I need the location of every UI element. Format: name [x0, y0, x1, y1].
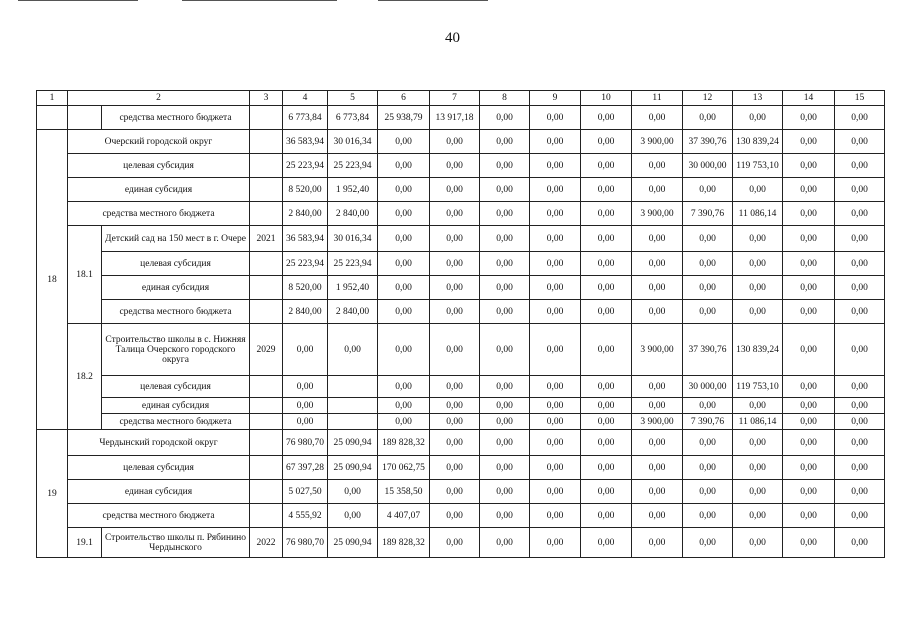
table-row [37, 414, 885, 430]
value-cell: 0,00 [835, 202, 885, 226]
value-cell: 0,00 [733, 430, 783, 456]
value-cell: 0,00 [835, 106, 885, 130]
value-cell: 0,00 [328, 324, 378, 376]
table-row [37, 504, 885, 528]
table-row [37, 276, 885, 300]
value-cell: 0,00 [581, 430, 632, 456]
value-cell: 0,00 [683, 276, 733, 300]
value-cell: 0,00 [430, 178, 480, 202]
header-cell: 7 [430, 91, 480, 106]
row-label: единая субсидия [102, 398, 250, 414]
value-cell: 4 407,07 [378, 504, 430, 528]
value-cell: 0,00 [581, 252, 632, 276]
value-cell: 0,00 [530, 300, 581, 324]
header-cell: 13 [733, 91, 783, 106]
value-cell: 0,00 [783, 252, 835, 276]
value-cell: 0,00 [581, 376, 632, 398]
table-row [37, 154, 885, 178]
value-cell: 0,00 [530, 106, 581, 130]
year-cell [250, 154, 283, 178]
value-cell: 0,00 [683, 430, 733, 456]
value-cell: 0,00 [430, 528, 480, 558]
value-cell: 0,00 [378, 252, 430, 276]
value-cell: 0,00 [378, 178, 430, 202]
subgroup-number-cell: 18.1 [68, 226, 102, 324]
value-cell: 0,00 [530, 202, 581, 226]
value-cell: 0,00 [835, 130, 885, 154]
value-cell: 189 828,32 [378, 528, 430, 558]
header-cell: 4 [283, 91, 328, 106]
budget-table [36, 90, 885, 558]
value-cell: 0,00 [378, 154, 430, 178]
year-cell [250, 252, 283, 276]
value-cell: 7 390,76 [683, 414, 733, 430]
value-cell: 0,00 [480, 276, 530, 300]
header-cell: 9 [530, 91, 581, 106]
header-cell: 15 [835, 91, 885, 106]
year-cell [250, 430, 283, 456]
value-cell: 37 390,76 [683, 324, 733, 376]
value-cell: 0,00 [530, 528, 581, 558]
row-label: единая субсидия [102, 276, 250, 300]
subgroup-number-cell [68, 106, 102, 130]
top-rule-right [378, 0, 488, 1]
value-cell: 0,00 [733, 178, 783, 202]
value-cell: 13 917,18 [430, 106, 480, 130]
value-cell [328, 398, 378, 414]
value-cell: 0,00 [378, 398, 430, 414]
year-cell [250, 202, 283, 226]
value-cell: 0,00 [430, 154, 480, 178]
table-row [37, 202, 885, 226]
value-cell: 0,00 [733, 106, 783, 130]
value-cell: 0,00 [581, 398, 632, 414]
value-cell: 0,00 [378, 202, 430, 226]
value-cell: 36 583,94 [283, 130, 328, 154]
value-cell: 0,00 [581, 504, 632, 528]
header-cell: 3 [250, 91, 283, 106]
value-cell: 0,00 [480, 154, 530, 178]
header-cell: 10 [581, 91, 632, 106]
value-cell: 0,00 [683, 300, 733, 324]
header-cell: 1 [37, 91, 68, 106]
value-cell: 0,00 [835, 528, 885, 558]
value-cell: 0,00 [683, 456, 733, 480]
value-cell: 2 840,00 [283, 202, 328, 226]
value-cell: 0,00 [480, 226, 530, 252]
table-row [37, 456, 885, 480]
value-cell: 0,00 [530, 398, 581, 414]
value-cell: 0,00 [581, 226, 632, 252]
value-cell: 0,00 [480, 202, 530, 226]
value-cell: 0,00 [783, 414, 835, 430]
year-cell: 2029 [250, 324, 283, 376]
value-cell: 0,00 [835, 376, 885, 398]
value-cell: 0,00 [733, 528, 783, 558]
value-cell: 0,00 [480, 480, 530, 504]
header-cell: 11 [632, 91, 683, 106]
value-cell: 0,00 [430, 300, 480, 324]
year-cell: 2022 [250, 528, 283, 558]
value-cell: 0,00 [581, 130, 632, 154]
value-cell: 0,00 [683, 528, 733, 558]
header-cell: 14 [783, 91, 835, 106]
header-row [37, 91, 885, 106]
value-cell: 3 900,00 [632, 130, 683, 154]
value-cell: 67 397,28 [283, 456, 328, 480]
value-cell: 0,00 [581, 414, 632, 430]
value-cell: 2 840,00 [328, 300, 378, 324]
header-cell: 2 [68, 91, 250, 106]
value-cell: 2 840,00 [283, 300, 328, 324]
value-cell: 0,00 [783, 178, 835, 202]
header-cell: 6 [378, 91, 430, 106]
year-cell [250, 130, 283, 154]
value-cell: 30 000,00 [683, 376, 733, 398]
row-label: Очерский городской округ [68, 130, 250, 154]
value-cell: 5 027,50 [283, 480, 328, 504]
group-number-cell [37, 106, 68, 130]
value-cell: 0,00 [430, 480, 480, 504]
year-cell [250, 504, 283, 528]
value-cell: 6 773,84 [283, 106, 328, 130]
subgroup-number-cell: 18.2 [68, 324, 102, 430]
value-cell: 4 555,92 [283, 504, 328, 528]
value-cell: 0,00 [530, 376, 581, 398]
value-cell: 0,00 [480, 252, 530, 276]
value-cell: 0,00 [683, 252, 733, 276]
value-cell: 0,00 [378, 324, 430, 376]
value-cell: 0,00 [378, 300, 430, 324]
value-cell: 0,00 [328, 504, 378, 528]
value-cell: 130 839,24 [733, 324, 783, 376]
year-cell [250, 276, 283, 300]
value-cell: 15 358,50 [378, 480, 430, 504]
value-cell: 0,00 [783, 456, 835, 480]
row-label: Строительство школы в с. Нижняя Талица Очерского городского округа [102, 324, 250, 376]
value-cell: 0,00 [632, 504, 683, 528]
value-cell [328, 414, 378, 430]
value-cell: 0,00 [783, 376, 835, 398]
value-cell: 8 520,00 [283, 276, 328, 300]
row-label: целевая субсидия [102, 376, 250, 398]
value-cell: 0,00 [430, 202, 480, 226]
value-cell: 0,00 [835, 430, 885, 456]
value-cell: 0,00 [783, 106, 835, 130]
value-cell: 0,00 [632, 300, 683, 324]
table-row [37, 376, 885, 398]
subgroup-number-cell: 19.1 [68, 528, 102, 558]
value-cell: 0,00 [783, 504, 835, 528]
row-label: целевая субсидия [68, 456, 250, 480]
value-cell: 0,00 [783, 226, 835, 252]
table-row [37, 480, 885, 504]
value-cell: 0,00 [835, 324, 885, 376]
value-cell: 11 086,14 [733, 202, 783, 226]
value-cell: 0,00 [733, 226, 783, 252]
value-cell: 0,00 [632, 178, 683, 202]
header-cell: 5 [328, 91, 378, 106]
value-cell: 0,00 [581, 154, 632, 178]
value-cell: 0,00 [581, 528, 632, 558]
value-cell: 0,00 [632, 226, 683, 252]
top-rule-left [18, 0, 138, 1]
value-cell: 0,00 [530, 154, 581, 178]
year-cell: 2021 [250, 226, 283, 252]
value-cell: 25 090,94 [328, 528, 378, 558]
row-label: целевая субсидия [102, 252, 250, 276]
value-cell: 0,00 [683, 480, 733, 504]
value-cell: 0,00 [783, 480, 835, 504]
value-cell: 0,00 [480, 300, 530, 324]
value-cell: 30 016,34 [328, 226, 378, 252]
value-cell: 0,00 [530, 178, 581, 202]
value-cell: 0,00 [430, 398, 480, 414]
value-cell: 0,00 [530, 324, 581, 376]
table-row [37, 300, 885, 324]
value-cell: 1 952,40 [328, 276, 378, 300]
header-cell: 8 [480, 91, 530, 106]
value-cell: 25 223,94 [283, 154, 328, 178]
value-cell: 0,00 [683, 504, 733, 528]
value-cell: 25 090,94 [328, 456, 378, 480]
value-cell: 0,00 [480, 376, 530, 398]
top-rule-mid [182, 0, 337, 1]
value-cell: 0,00 [683, 106, 733, 130]
value-cell: 0,00 [835, 300, 885, 324]
value-cell: 0,00 [632, 106, 683, 130]
value-cell: 0,00 [733, 276, 783, 300]
value-cell: 0,00 [283, 376, 328, 398]
year-cell [250, 456, 283, 480]
value-cell: 0,00 [480, 130, 530, 154]
value-cell [328, 376, 378, 398]
value-cell: 0,00 [581, 202, 632, 226]
value-cell: 0,00 [430, 414, 480, 430]
value-cell: 0,00 [378, 414, 430, 430]
value-cell: 0,00 [530, 414, 581, 430]
value-cell: 8 520,00 [283, 178, 328, 202]
row-label: средства местного бюджета [102, 106, 250, 130]
value-cell: 119 753,10 [733, 376, 783, 398]
year-cell [250, 414, 283, 430]
value-cell: 0,00 [783, 398, 835, 414]
year-cell [250, 178, 283, 202]
value-cell: 0,00 [430, 456, 480, 480]
value-cell: 0,00 [581, 300, 632, 324]
row-label: единая субсидия [68, 178, 250, 202]
table-row [37, 130, 885, 154]
value-cell: 0,00 [632, 276, 683, 300]
value-cell: 0,00 [283, 324, 328, 376]
row-label: Чердынский городской округ [68, 430, 250, 456]
value-cell: 0,00 [581, 106, 632, 130]
value-cell: 0,00 [480, 178, 530, 202]
value-cell: 0,00 [328, 480, 378, 504]
value-cell: 25 090,94 [328, 430, 378, 456]
table-row [37, 252, 885, 276]
value-cell: 0,00 [783, 276, 835, 300]
value-cell: 0,00 [632, 252, 683, 276]
value-cell: 0,00 [530, 504, 581, 528]
value-cell: 0,00 [430, 252, 480, 276]
value-cell: 25 938,79 [378, 106, 430, 130]
value-cell: 119 753,10 [733, 154, 783, 178]
value-cell: 1 952,40 [328, 178, 378, 202]
table-row [37, 106, 885, 130]
value-cell: 0,00 [530, 456, 581, 480]
value-cell: 0,00 [430, 430, 480, 456]
value-cell: 6 773,84 [328, 106, 378, 130]
value-cell: 0,00 [835, 456, 885, 480]
row-label: средства местного бюджета [68, 504, 250, 528]
value-cell: 0,00 [430, 226, 480, 252]
row-label: Детский сад на 150 мест в г. Очере [102, 226, 250, 252]
table-row [37, 226, 885, 252]
value-cell: 0,00 [581, 178, 632, 202]
value-cell: 0,00 [480, 414, 530, 430]
value-cell: 0,00 [480, 324, 530, 376]
value-cell: 0,00 [530, 430, 581, 456]
value-cell: 0,00 [733, 398, 783, 414]
value-cell: 0,00 [733, 456, 783, 480]
value-cell: 0,00 [283, 414, 328, 430]
value-cell: 2 840,00 [328, 202, 378, 226]
value-cell: 0,00 [835, 414, 885, 430]
value-cell: 0,00 [480, 398, 530, 414]
table-row [37, 528, 885, 558]
value-cell: 0,00 [783, 324, 835, 376]
value-cell: 0,00 [530, 130, 581, 154]
group-number-cell: 19 [37, 430, 68, 558]
value-cell: 0,00 [632, 430, 683, 456]
value-cell: 0,00 [632, 376, 683, 398]
value-cell: 0,00 [530, 480, 581, 504]
value-cell: 0,00 [530, 276, 581, 300]
row-label: средства местного бюджета [102, 300, 250, 324]
value-cell: 0,00 [430, 276, 480, 300]
value-cell: 7 390,76 [683, 202, 733, 226]
value-cell: 3 900,00 [632, 202, 683, 226]
value-cell: 0,00 [835, 178, 885, 202]
value-cell: 37 390,76 [683, 130, 733, 154]
value-cell: 0,00 [480, 528, 530, 558]
value-cell: 0,00 [530, 226, 581, 252]
value-cell: 25 223,94 [328, 154, 378, 178]
value-cell: 76 980,70 [283, 528, 328, 558]
value-cell: 0,00 [835, 398, 885, 414]
year-cell [250, 376, 283, 398]
value-cell: 0,00 [581, 276, 632, 300]
value-cell: 0,00 [480, 106, 530, 130]
value-cell: 0,00 [480, 430, 530, 456]
value-cell: 189 828,32 [378, 430, 430, 456]
page-number: 40 [445, 30, 460, 46]
value-cell: 170 062,75 [378, 456, 430, 480]
value-cell: 0,00 [430, 130, 480, 154]
value-cell: 0,00 [783, 154, 835, 178]
row-label: средства местного бюджета [68, 202, 250, 226]
value-cell: 0,00 [283, 398, 328, 414]
value-cell: 0,00 [835, 226, 885, 252]
value-cell: 0,00 [430, 324, 480, 376]
table-row [37, 398, 885, 414]
value-cell: 0,00 [378, 226, 430, 252]
value-cell: 0,00 [430, 376, 480, 398]
value-cell: 130 839,24 [733, 130, 783, 154]
value-cell: 0,00 [733, 252, 783, 276]
value-cell: 0,00 [378, 276, 430, 300]
group-number-cell: 18 [37, 130, 68, 430]
row-label: Строительство школы п. Рябинино Чердынского [102, 528, 250, 558]
value-cell: 0,00 [632, 480, 683, 504]
value-cell: 30 016,34 [328, 130, 378, 154]
value-cell: 0,00 [783, 300, 835, 324]
row-label: единая субсидия [68, 480, 250, 504]
value-cell: 0,00 [733, 480, 783, 504]
value-cell: 0,00 [783, 130, 835, 154]
value-cell: 0,00 [581, 480, 632, 504]
value-cell: 0,00 [581, 456, 632, 480]
value-cell: 3 900,00 [632, 414, 683, 430]
value-cell: 3 900,00 [632, 324, 683, 376]
value-cell: 0,00 [378, 376, 430, 398]
value-cell: 0,00 [835, 252, 885, 276]
year-cell [250, 480, 283, 504]
value-cell: 0,00 [480, 504, 530, 528]
value-cell: 0,00 [480, 456, 530, 480]
year-cell [250, 398, 283, 414]
row-label: целевая субсидия [68, 154, 250, 178]
value-cell: 0,00 [733, 300, 783, 324]
value-cell: 0,00 [835, 276, 885, 300]
value-cell: 0,00 [632, 456, 683, 480]
year-cell [250, 300, 283, 324]
value-cell: 30 000,00 [683, 154, 733, 178]
value-cell: 0,00 [632, 154, 683, 178]
table-row [37, 324, 885, 376]
value-cell: 0,00 [783, 528, 835, 558]
table-row [37, 430, 885, 456]
table-row [37, 178, 885, 202]
value-cell: 25 223,94 [283, 252, 328, 276]
header-cell: 12 [683, 91, 733, 106]
value-cell: 0,00 [733, 504, 783, 528]
value-cell: 0,00 [835, 504, 885, 528]
value-cell: 0,00 [683, 226, 733, 252]
value-cell: 0,00 [430, 504, 480, 528]
value-cell: 0,00 [783, 430, 835, 456]
value-cell: 0,00 [632, 528, 683, 558]
value-cell: 0,00 [378, 130, 430, 154]
value-cell: 0,00 [581, 324, 632, 376]
value-cell: 0,00 [835, 154, 885, 178]
value-cell: 0,00 [530, 252, 581, 276]
value-cell: 36 583,94 [283, 226, 328, 252]
year-cell [250, 106, 283, 130]
value-cell: 0,00 [683, 178, 733, 202]
value-cell: 0,00 [632, 398, 683, 414]
value-cell: 25 223,94 [328, 252, 378, 276]
row-label: средства местного бюджета [102, 414, 250, 430]
value-cell: 0,00 [783, 202, 835, 226]
value-cell: 76 980,70 [283, 430, 328, 456]
value-cell: 0,00 [683, 398, 733, 414]
value-cell: 0,00 [835, 480, 885, 504]
value-cell: 11 086,14 [733, 414, 783, 430]
